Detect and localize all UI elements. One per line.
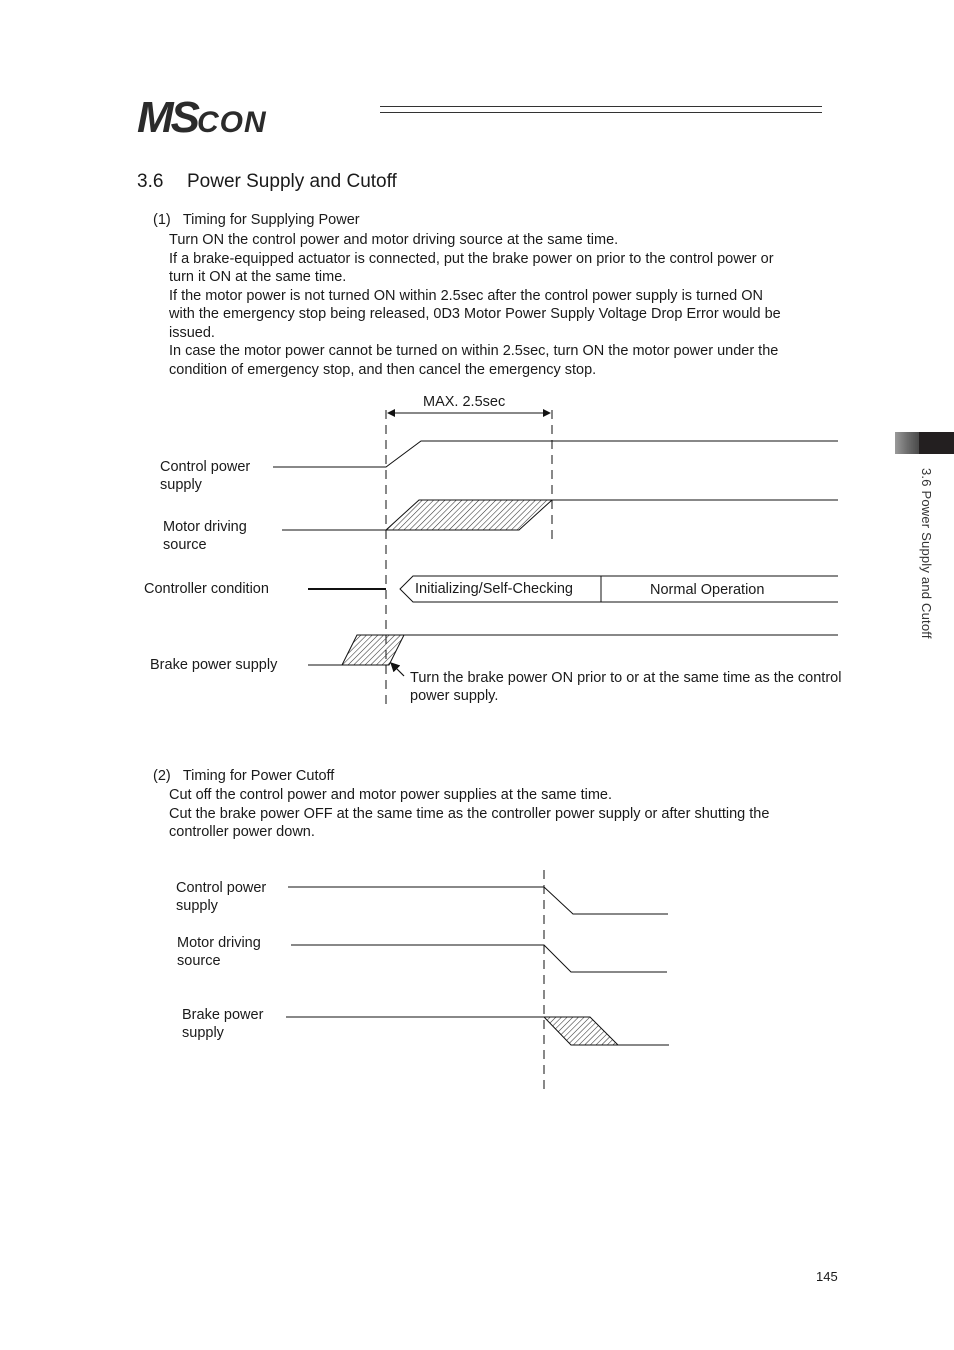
part2-heading-text: Timing for Power Cutoff <box>182 768 335 784</box>
control-power-signal <box>273 441 838 467</box>
cutoff-control-power-label-line2: supply <box>176 898 218 914</box>
part2-line: controller power down. <box>169 824 315 840</box>
section-number: 3.6 <box>137 171 164 192</box>
part1-line: condition of emergency stop, and then cancel the emergency stop. <box>169 361 597 378</box>
part1-line: with the emergency stop being released, 0D3 Motor Power Supply Voltage Drop Error would be <box>169 306 781 322</box>
part2-line: Cut off the control power and motor power supplies at the same time. <box>169 787 613 803</box>
brake-note-line2: power supply. <box>410 688 499 704</box>
part1-line: In case the motor power cannot be turned on within 2.5sec, turn ON the motor power under the <box>169 343 779 359</box>
control-power-label-line1: Control power <box>160 459 251 475</box>
part1-line: If a brake-equipped actuator is connected, put the brake power on prior to the control power or <box>169 250 774 267</box>
part1-line: If the motor power is not turned ON within 2.5sec after the control power supply is turned ON <box>169 287 763 304</box>
cutoff-brake-transition-hatch <box>544 1017 618 1045</box>
cutoff-motor-label-line2: source <box>177 953 221 969</box>
brake-note-line1: Turn the brake power ON prior to or at the same time as the control <box>410 670 842 686</box>
logo-ms: MS <box>137 93 197 142</box>
cutoff-control-power-signal <box>288 887 668 914</box>
motor-transition-hatch <box>386 500 552 530</box>
cutoff-brake-label-line2: supply <box>182 1025 224 1041</box>
section-title-text: Power Supply and Cutoff <box>187 171 397 192</box>
cutoff-brake-label <box>182 1006 263 1042</box>
cutoff-motor-label <box>177 934 261 970</box>
part2-line: Cut the brake power OFF at the same time as the controller power supply or after shutting the <box>169 805 770 822</box>
control-power-label <box>160 458 250 494</box>
controller-condition-label: Controller condition <box>144 581 269 597</box>
brake-transition-hatch <box>342 635 404 665</box>
control-power-label-line2: supply <box>160 477 202 493</box>
part2-heading-number: (2) <box>153 768 171 784</box>
part1-line: issued. <box>169 324 215 341</box>
initializing-state-label: Initializing/Self-Checking <box>415 581 573 597</box>
motor-driving-label <box>163 518 247 554</box>
cutoff-control-power-label-line1: Control power <box>176 880 267 896</box>
side-tab-label: 3.6 Power Supply and Cutoff <box>919 468 934 639</box>
normal-operation-label: Normal Operation <box>650 582 765 598</box>
cutoff-motor-signal <box>291 945 667 972</box>
part1-heading-text: Timing for Supplying Power <box>182 212 360 228</box>
cutoff-control-power-label <box>176 879 266 915</box>
page-number: 145 <box>816 1269 838 1284</box>
brake-power-label: Brake power supply <box>150 657 278 673</box>
part2-heading <box>153 768 334 784</box>
cutoff-brake-label-line1: Brake power <box>182 1007 264 1023</box>
part2-body <box>169 786 769 842</box>
part1-line: Turn ON the control power and motor driving source at the same time. <box>169 232 619 248</box>
brake-note <box>410 669 841 705</box>
motor-driving-label-line2: source <box>163 537 207 553</box>
cutoff-motor-label-line1: Motor driving <box>177 935 261 951</box>
part1-line: turn it ON at the same time. <box>169 269 347 285</box>
logo-con: CON <box>197 106 267 139</box>
brake-note-arrow <box>391 663 404 676</box>
part1-heading-number: (1) <box>153 212 171 228</box>
max-duration-label: MAX. 2.5sec <box>423 394 506 410</box>
motor-driving-label-line1: Motor driving <box>163 519 247 535</box>
